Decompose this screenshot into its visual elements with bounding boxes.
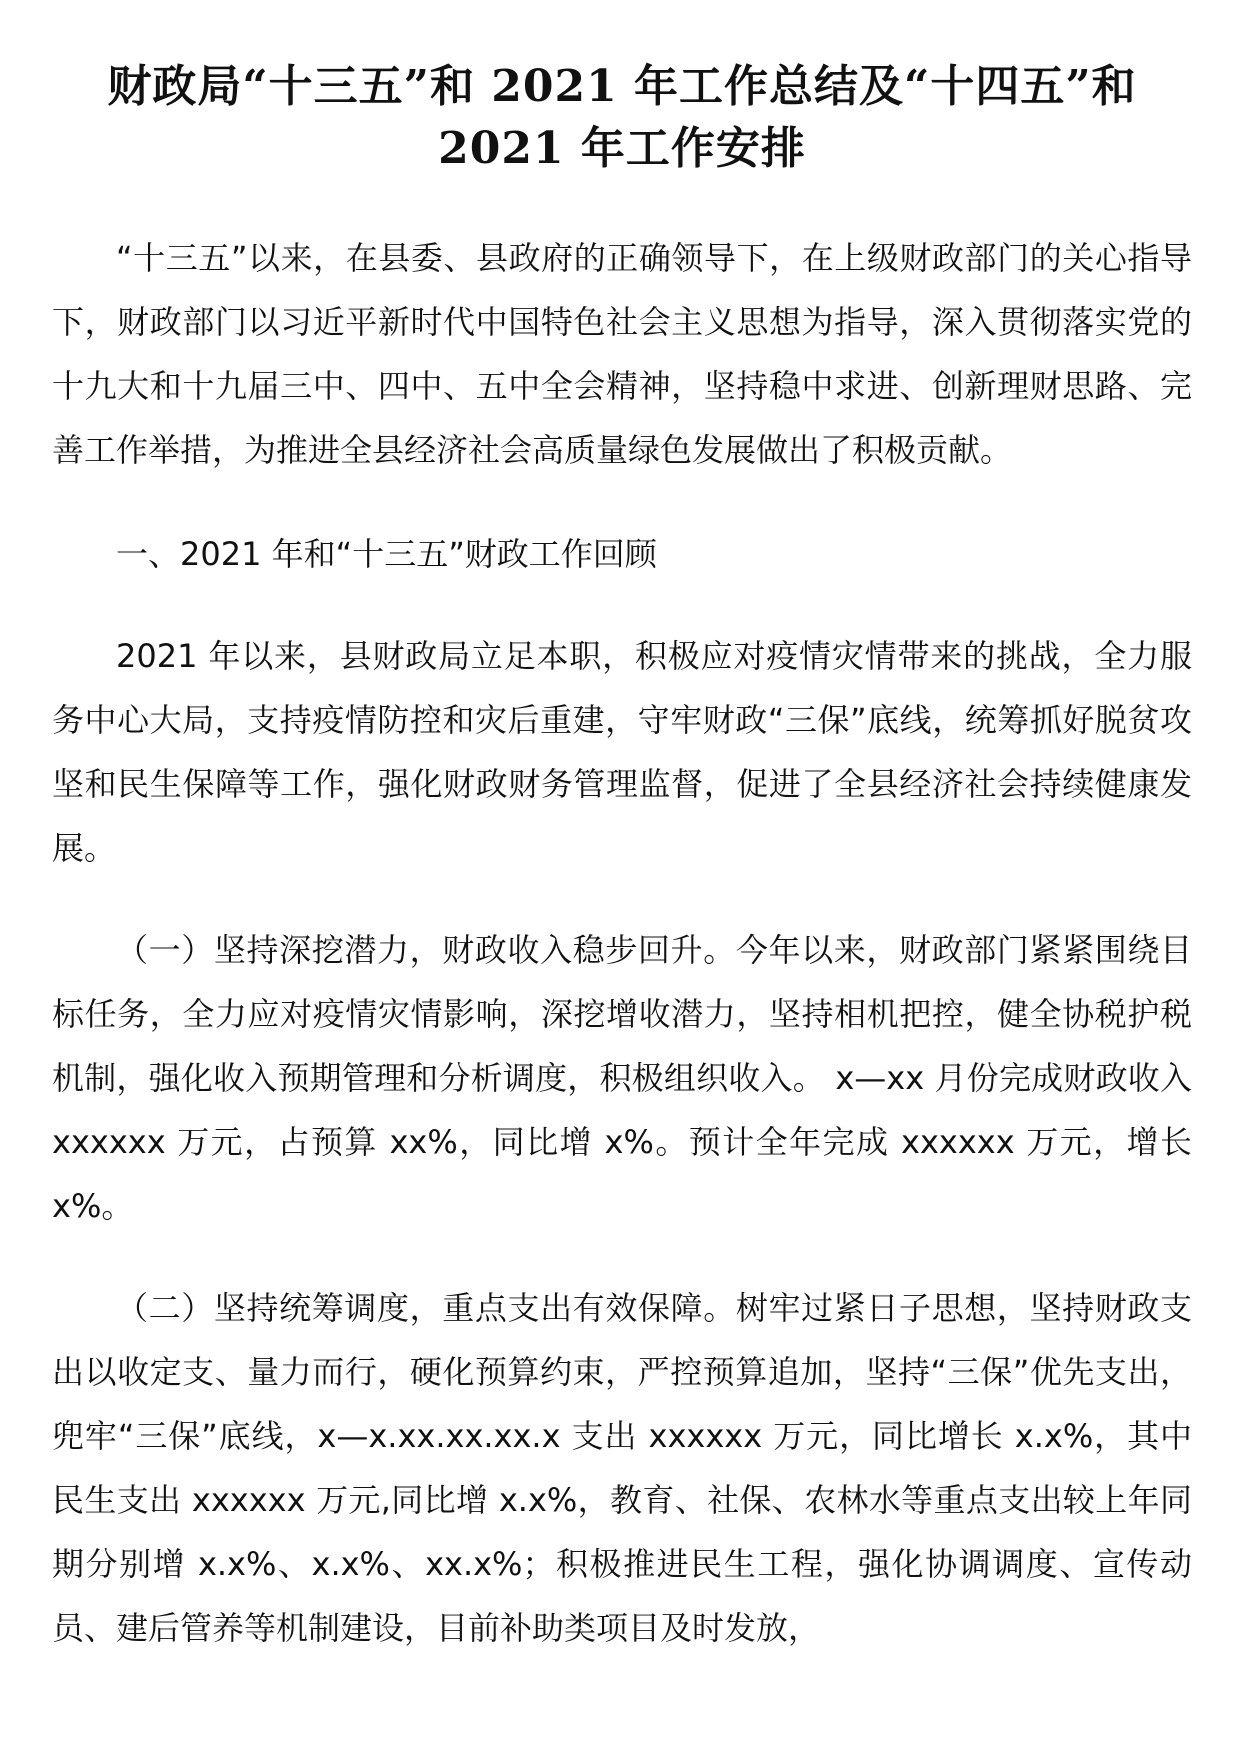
document-title-line-1: 财政局“十三五”和 2021 年工作总结及“十四五”和: [107, 61, 1137, 112]
section-heading: 一、2021 年和“十三五”财政工作回顾: [116, 535, 657, 573]
review-paragraph: 2021 年以来，县财政局立足本职，积极应对疫情灾情带来的挑战，全力服务中心大局，支持疫情防控和灾后重建，守牢财政“三保”底线，统筹抓好脱贫攻坚和民生保障等工作，强化财政财务管理监督，促进了全县经济社会持续健康发展。: [52, 637, 1192, 867]
expenditure-paragraph: （二）坚持统筹调度，重点支出有效保障。树牢过紧日子思想，坚持财政支出以收定支、量力而行，硬化预算约束，严控预算追加，坚持“三保”优先支出，兜牢“三保”底线，x—x.xx.xx.xx.x 支出 xxxxxx 万元，同比增长 x.x%，其中民生支出 xxxxxx 万元,同比增 x.x%，教育、社保、农林水等重点支出较上年同期分别增 x.x%、x.x%、xx.x%；积极推进民生工程，强化协调调度、宣传动员、建后管养等机制建设，目前补助类项目及时发放，: [52, 1289, 1192, 1647]
document-title-line-2: 2021 年工作安排: [438, 123, 806, 174]
revenue-paragraph: （一）坚持深挖潜力，财政收入稳步回升。今年以来，财政部门紧紧围绕目标任务，全力应对疫情灾情影响，深挖增收潜力，坚持相机把控，健全协税护税机制，强化收入预期管理和分析调度，积极组织收入。 x—xx 月份完成财政收入 xxxxxx 万元，占预算 xx%，同比增 x%。预计全年完成 xxxxxx 万元，增长 x%。: [52, 931, 1192, 1225]
document-title: [52, 56, 1192, 180]
intro-paragraph: “十三五”以来，在县委、县政府的正确领导下，在上级财政部门的关心指导下，财政部门以习近平新时代中国特色社会主义思想为指导，深入贯彻落实党的十九大和十九届三中、四中、五中全会精神，坚持稳中求进、创新理财思路、完善工作举措，为推进全县经济社会高质量绿色发展做出了积极贡献。: [52, 239, 1192, 469]
